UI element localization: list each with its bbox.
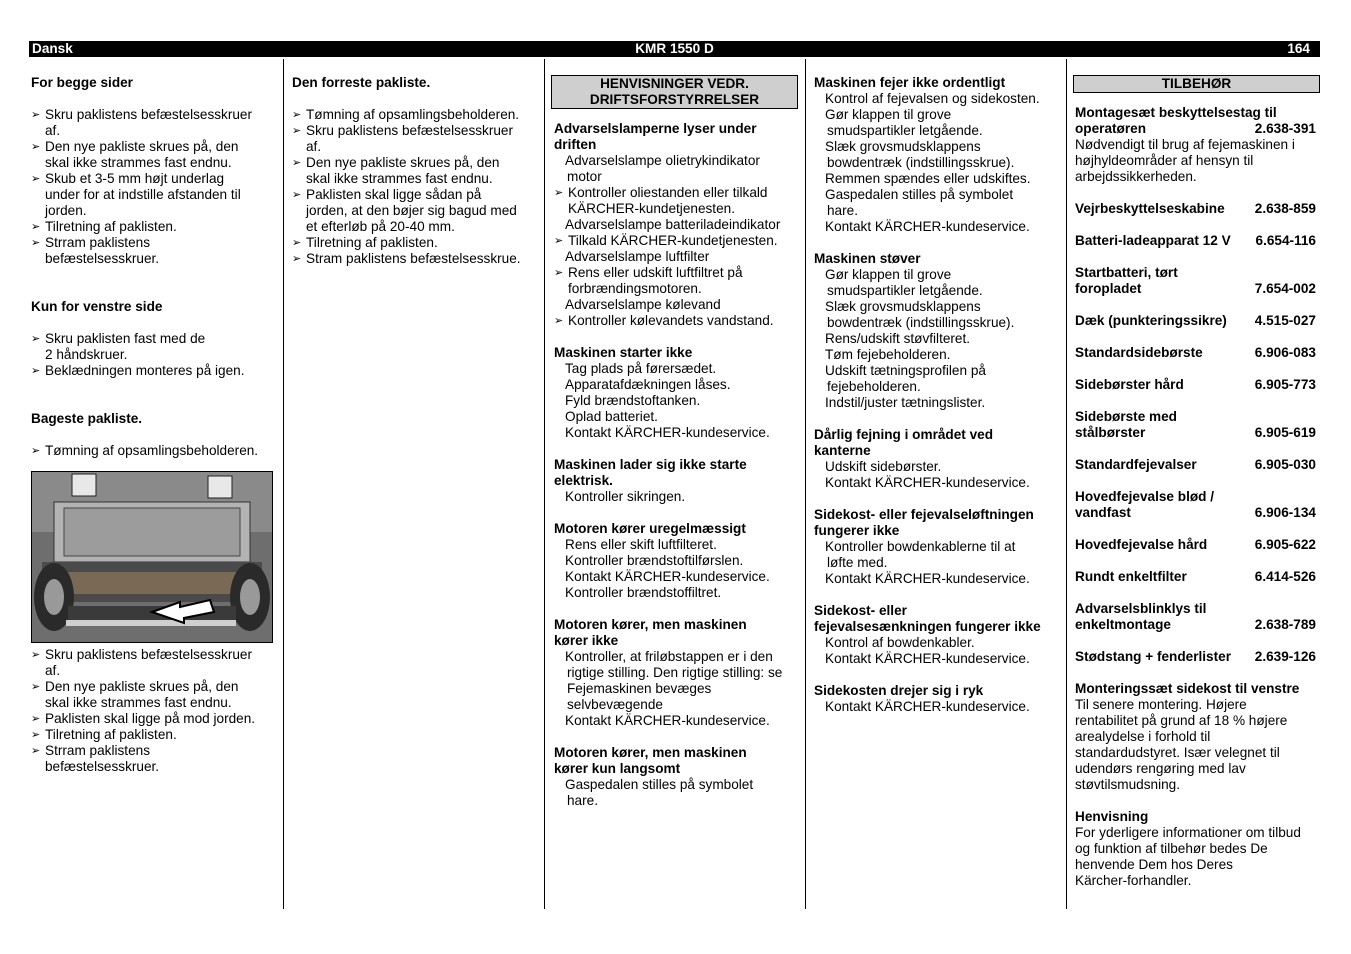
text-line: Kontakt KÄRCHER-kundeservice. xyxy=(825,475,1030,490)
accessory-row xyxy=(1075,233,1316,249)
accessory-name: Standardfejevalser xyxy=(1075,457,1197,472)
text-line: Remmen spændes eller udskiftes. xyxy=(825,171,1031,186)
text-line: Tøm fejebeholderen. xyxy=(825,347,951,362)
spacer xyxy=(1075,297,1316,313)
list-item-text: ➢ Tømning af opsamlingsbeholderen. xyxy=(306,107,520,122)
accessory-part-number: 6.414-526 xyxy=(1254,569,1316,584)
list-item-text: ➢ Stram paklistens befæstelsesskrue. xyxy=(306,251,521,266)
list-item-text: 2 håndskruer. xyxy=(45,347,128,362)
text-line: kanterne xyxy=(814,443,871,458)
accessory-title: Advarselsblinklys til xyxy=(1075,601,1207,616)
list-item-text: ➢ Skru paklistens befæstelsesskruer xyxy=(45,107,253,122)
accessory-name: enkeltmontage xyxy=(1075,617,1171,632)
list-item xyxy=(31,443,276,459)
list-item-text: et efterløb på 20-40 mm. xyxy=(306,219,455,234)
list-item xyxy=(31,331,276,363)
text-line: Oplad batteriet. xyxy=(565,409,658,424)
spacer xyxy=(1075,633,1316,649)
text-line: Advarselslampe olietrykindikator xyxy=(565,153,760,168)
accessory-title: Sidebørste med xyxy=(1075,409,1177,424)
section-title: Maskinen starter ikke xyxy=(554,345,693,360)
list-item-text: jorden, at den bøjer sig bagud med xyxy=(306,203,517,218)
section-title: Kun for venstre side xyxy=(31,299,163,314)
section-title xyxy=(814,603,1061,635)
text-line: Sidekost- eller xyxy=(814,603,907,618)
bullet-list xyxy=(554,185,798,217)
bullet-list xyxy=(554,265,798,297)
text-line: Kärcher-forhandler. xyxy=(1075,873,1192,888)
accessory-name: foropladet xyxy=(1075,281,1142,296)
accessory-row xyxy=(1075,537,1316,553)
bullet-list xyxy=(554,313,798,329)
list-item-text: af. xyxy=(45,123,61,138)
text-line: Advarselslamperne lyser under xyxy=(554,121,757,136)
accessory-part-number: 6.905-030 xyxy=(1254,457,1316,472)
accessory-row xyxy=(1075,569,1316,585)
spacer xyxy=(1075,249,1316,265)
text-line: arbejdssikkerheden. xyxy=(1075,169,1197,184)
column-2 xyxy=(292,75,537,267)
text-line: udendørs rengøring med lav xyxy=(1075,761,1246,776)
list-item xyxy=(31,679,276,711)
list-item-text: ➢ Kontroller kølevandets vandstand. xyxy=(568,313,774,328)
list-item-text: ➢ Beklædningen monteres på igen. xyxy=(45,363,245,378)
list-item xyxy=(31,219,276,235)
text-line: Indstil/juster tætningslister. xyxy=(825,395,986,410)
text-line: Gaspedalen stilles på symbolet xyxy=(825,187,1014,202)
text-line: HENVISNINGER VEDR. xyxy=(600,76,749,91)
text-line: For yderligere informationer om tilbud xyxy=(1075,825,1301,840)
text-line: DRIFTSFORSTYRRELSER xyxy=(589,92,760,107)
text-line: hare. xyxy=(827,203,858,218)
header-model: KMR 1550 D xyxy=(635,41,714,56)
header-page-number: 164 xyxy=(1287,41,1310,56)
bullet-list xyxy=(31,647,276,775)
section-title: Den forreste pakliste. xyxy=(292,75,431,90)
text-line: Kontrol af fejevalsen og sidekosten. xyxy=(825,91,1040,106)
accessory-name: Vejrbeskyttelseskabine xyxy=(1075,201,1225,216)
text-line: hare. xyxy=(567,793,598,808)
accessory-title: Montagesæt beskyttelsestag til xyxy=(1075,105,1277,120)
text-line: driften xyxy=(554,137,597,152)
list-item xyxy=(292,155,537,187)
list-item-text: ➢ Kontroller oliestanden eller tilkald xyxy=(568,185,768,200)
column-divider xyxy=(283,59,284,909)
text-line: rigtige stilling. Den rigtige stilling: se xyxy=(567,665,783,680)
remedy-lines xyxy=(554,489,798,505)
list-item-text: af. xyxy=(45,663,61,678)
text-line: Gør klappen til grove xyxy=(825,267,952,282)
list-item xyxy=(31,743,276,775)
list-item-text: skal ikke strammes fast endnu. xyxy=(45,695,232,710)
remedy-line: Kontroller, at friløbstappen er i den xyxy=(565,649,773,664)
column-divider xyxy=(544,59,545,909)
list-item-text: ➢ Skru paklisten fast med de xyxy=(45,331,206,346)
accessory-row xyxy=(1075,617,1316,633)
accessory-name: Standardsidebørste xyxy=(1075,345,1203,360)
warning-lamp-label: Advarselslampe luftfilter xyxy=(565,249,710,264)
list-item-text: ➢ Skru paklistens befæstelsesskruer xyxy=(45,647,253,662)
remedy-lines xyxy=(814,267,1061,411)
text-line: Motoren kører, men maskinen xyxy=(554,745,747,760)
remedy-lines xyxy=(814,539,1061,587)
text-line: smudspartikler letgående. xyxy=(827,283,983,298)
text-line: rentabilitet på grund af 18 % højere xyxy=(1075,713,1288,728)
list-item-text: under for at indstille afstanden til xyxy=(45,187,241,202)
text-line: motor xyxy=(567,169,602,184)
list-item xyxy=(31,235,276,267)
spacer xyxy=(1075,393,1316,409)
text-line: Til senere montering. Højere xyxy=(1075,697,1247,712)
accessory-part-number: 6.905-773 xyxy=(1254,377,1316,392)
list-item-text: skal ikke strammes fast endnu. xyxy=(306,171,493,186)
accessory-name: Rundt enkeltfilter xyxy=(1075,569,1187,584)
remedy-lines xyxy=(814,91,1061,235)
remedy-line: Gaspedalen stilles på symbolet xyxy=(565,777,754,792)
accessory-title: Hovedfejevalse blød / xyxy=(1075,489,1215,504)
text-line: fungerer ikke xyxy=(814,523,900,538)
accessory-row xyxy=(1075,281,1316,297)
warning-lamp-label xyxy=(554,153,798,185)
text-line: Kontrol af bowdenkabler. xyxy=(825,635,975,650)
text-line: Nødvendigt til brug af fejemaskinen i xyxy=(1075,137,1295,152)
accessory-name: Hovedfejevalse hård xyxy=(1075,537,1208,552)
text-line: Slæk grovsmudsklappens xyxy=(825,139,981,154)
text-line: Kontakt KÄRCHER-kundeservice. xyxy=(565,569,770,584)
text-line: bowdentræk (indstillingsskrue). xyxy=(827,155,1015,170)
text-line: arealydelse i forhold til xyxy=(1075,729,1211,744)
accessory-title: Startbatteri, tørt xyxy=(1075,265,1178,280)
section-title xyxy=(814,507,1061,539)
column-divider xyxy=(805,59,806,909)
text-line: Dårlig fejning i området ved xyxy=(814,427,994,442)
list-item-text: befæstelsesskruer. xyxy=(45,759,160,774)
list-item xyxy=(31,139,276,171)
text-line: Kontroller brændstoftilførslen. xyxy=(565,553,744,568)
section-title xyxy=(554,617,798,649)
text-line: fejebeholderen. xyxy=(827,379,921,394)
accessory-part-number: 6.905-622 xyxy=(1254,537,1316,552)
remedy-lines xyxy=(814,635,1061,667)
text-line: Slæk grovsmudsklappens xyxy=(825,299,981,314)
accessory-part-number: 2.638-859 xyxy=(1254,201,1316,216)
accessory-name: Dæk (punkteringssikre) xyxy=(1075,313,1227,328)
text-line: Kontakt KÄRCHER-kundeservice. xyxy=(825,699,1030,714)
list-item-text: ➢ Den nye pakliste skrues på, den xyxy=(306,155,500,170)
list-item xyxy=(31,727,276,743)
text-line: Kontakt KÄRCHER-kundeservice. xyxy=(825,651,1030,666)
text-line: Kontroller brændstoffiltret. xyxy=(565,585,722,600)
spacer xyxy=(1075,585,1316,601)
list-item xyxy=(554,265,798,297)
section-title xyxy=(554,457,798,489)
text-line: Kontakt KÄRCHER-kundeservice. xyxy=(825,571,1030,586)
text-line: løfte med. xyxy=(827,555,888,570)
remedy-lines xyxy=(554,361,798,441)
bullet-list xyxy=(554,233,798,249)
list-item-text: ➢ Paklisten skal ligge sådan på xyxy=(306,187,482,202)
accessory-part-number: 4.515-027 xyxy=(1254,313,1316,328)
accessory-title: Monteringssæt sidekost til venstre xyxy=(1075,681,1300,696)
list-item xyxy=(554,185,798,217)
text-line: standardudstyret. Især velegnet til xyxy=(1075,745,1280,760)
accessory-row xyxy=(1075,377,1316,393)
column-4 xyxy=(814,75,1061,715)
accessory-part-number: 2.638-391 xyxy=(1254,121,1316,136)
list-item-text: ➢ Tømning af opsamlingsbeholderen. xyxy=(45,443,259,458)
spacer xyxy=(1075,185,1316,201)
accessory-part-number: 2.638-789 xyxy=(1254,617,1316,632)
accessory-row xyxy=(1075,201,1316,217)
accessory-name: operatøren xyxy=(1075,121,1147,136)
machine-illustration xyxy=(32,472,272,642)
accessory-list xyxy=(1075,185,1316,665)
remedy-lines xyxy=(554,665,798,713)
list-item-text: ➢ Skub et 3-5 mm højt underlag xyxy=(45,171,225,186)
spacer xyxy=(1075,361,1316,377)
text-line: støvtilsmudsning. xyxy=(1075,777,1181,792)
warning-lamp-label: Advarselslampe batteriladeindikator xyxy=(565,217,781,232)
text-line: Fyld brændstoftanken. xyxy=(565,393,701,408)
bullet-list xyxy=(31,443,276,459)
list-item-text: skal ikke strammes fast endnu. xyxy=(45,155,232,170)
list-item xyxy=(554,233,798,249)
text-line: elektrisk. xyxy=(554,473,613,488)
accessory-row xyxy=(1075,313,1316,329)
text-line: Maskinen lader sig ikke starte xyxy=(554,457,747,472)
text-line: kører ikke xyxy=(554,633,619,648)
list-item-text: af. xyxy=(306,139,322,154)
machine-photo xyxy=(31,471,273,643)
list-item-text: ➢ Tilkald KÄRCHER-kundetjenesten. xyxy=(568,233,778,248)
accessory-description xyxy=(1075,697,1316,793)
section-title xyxy=(814,427,1061,459)
column-divider xyxy=(1066,59,1067,909)
list-item xyxy=(31,171,276,219)
text-line: Udskift tætningsprofilen på xyxy=(825,363,986,378)
column-1 xyxy=(31,75,276,775)
section-title: Bageste pakliste. xyxy=(31,411,143,426)
list-item xyxy=(554,313,798,329)
section-title xyxy=(554,121,798,153)
accessory-part-number: 6.906-134 xyxy=(1254,505,1316,520)
text-line: højhyldeområder af hensyn til xyxy=(1075,153,1254,168)
note-title: Henvisning xyxy=(1075,809,1149,824)
accessory-row xyxy=(1075,121,1316,137)
list-item-text: ➢ Den nye pakliste skrues på, den xyxy=(45,139,239,154)
accessory-name: Sidebørster hård xyxy=(1075,377,1184,392)
list-item xyxy=(292,235,537,251)
list-item-text: ➢ Strram paklistens xyxy=(45,743,151,758)
accessory-part-number: 7.654-002 xyxy=(1254,281,1316,296)
remedy-lines xyxy=(814,459,1061,491)
list-item xyxy=(292,123,537,155)
accessory-row xyxy=(1075,457,1316,473)
list-item-text: ➢ Tilretning af paklisten. xyxy=(45,727,177,742)
accessory-row xyxy=(1075,649,1316,665)
section-title: For begge sider xyxy=(31,75,133,90)
column-5 xyxy=(1073,75,1320,889)
list-item-text: jorden. xyxy=(45,203,87,218)
list-item-text: ➢ Skru paklistens befæstelsesskruer xyxy=(306,123,514,138)
accessory-description xyxy=(1075,137,1316,185)
list-item xyxy=(292,107,537,123)
text-line: fejevalsesænkningen fungerer ikke xyxy=(814,619,1041,634)
remedy-lines xyxy=(554,793,798,809)
note-description xyxy=(1075,825,1316,889)
remedy-lines xyxy=(814,699,1061,715)
accessory-name: stålbørster xyxy=(1075,425,1146,440)
text-line: Fejemaskinen bevæges xyxy=(567,681,712,696)
accessory-name: Stødstang + fenderlister xyxy=(1075,649,1231,664)
text-line: henvende Dem hos Deres xyxy=(1075,857,1233,872)
list-item xyxy=(292,187,537,235)
spacer xyxy=(1075,441,1316,457)
section-title: Motoren kører uregelmæssigt xyxy=(554,521,746,536)
column-3 xyxy=(551,75,798,809)
accessories-heading: TILBEHØR xyxy=(1073,75,1320,93)
warning-lamp-label: Advarselslampe kølevand xyxy=(565,297,721,312)
accessory-part-number: 6.654-116 xyxy=(1255,233,1316,248)
remedy-line: Kontakt KÄRCHER-kundeservice. xyxy=(565,713,770,728)
list-item xyxy=(31,647,276,679)
text-line: Kontakt KÄRCHER-kundeservice. xyxy=(565,425,770,440)
text-line: Gør klappen til grove xyxy=(825,107,952,122)
troubleshooting-heading xyxy=(551,75,798,109)
list-item xyxy=(292,251,537,267)
section-title xyxy=(554,745,798,777)
text-line: Apparatafdækningen låses. xyxy=(565,377,731,392)
text-line: Udskift sidebørster. xyxy=(825,459,942,474)
spacer xyxy=(1075,553,1316,569)
spacer xyxy=(1075,473,1316,489)
list-item-text: befæstelsesskruer. xyxy=(45,251,160,266)
list-item xyxy=(31,107,276,139)
text-line: Motoren kører, men maskinen xyxy=(554,617,747,632)
text-line: smudspartikler letgående. xyxy=(827,123,983,138)
header-language: Dansk xyxy=(32,41,73,56)
accessory-name: vandfast xyxy=(1075,505,1131,520)
list-item-text: ➢ Rens eller udskift luftfiltret på xyxy=(568,265,743,280)
accessory-row xyxy=(1075,505,1316,521)
accessory-part-number: 2.639-126 xyxy=(1254,649,1316,664)
header-bar xyxy=(29,41,1320,57)
bullet-list xyxy=(31,331,276,379)
list-item-text: forbrændingsmotoren. xyxy=(568,281,702,296)
text-line: Rens/udskift støvfilteret. xyxy=(825,331,971,346)
bullet-list xyxy=(31,107,276,267)
accessory-row xyxy=(1075,345,1316,361)
text-line: Kontakt KÄRCHER-kundeservice. xyxy=(825,219,1030,234)
text-line: Tag plads på førersædet. xyxy=(565,361,717,376)
list-item xyxy=(31,363,276,379)
text-line: Kontroller sikringen. xyxy=(565,489,686,504)
bullet-list xyxy=(292,107,537,267)
accessory-row xyxy=(1075,425,1316,441)
list-item-text: ➢ Paklisten skal ligge på mod jorden. xyxy=(45,711,256,726)
spacer xyxy=(1075,521,1316,537)
text-line: kører kun langsomt xyxy=(554,761,681,776)
text-line: Sidekost- eller fejevalseløftningen xyxy=(814,507,1034,522)
section-title: Maskinen fejer ikke ordentligt xyxy=(814,75,1006,90)
accessory-part-number: 6.905-619 xyxy=(1254,425,1316,440)
list-item-text: ➢ Tilretning af paklisten. xyxy=(45,219,177,234)
remedy-lines xyxy=(554,537,798,601)
list-item-text: ➢ Strram paklistens xyxy=(45,235,151,250)
list-item-text: ➢ Den nye pakliste skrues på, den xyxy=(45,679,239,694)
list-item-text: KÄRCHER-kundetjenesten. xyxy=(568,201,735,216)
list-item xyxy=(31,711,276,727)
text-line: bowdentræk (indstillingsskrue). xyxy=(827,315,1015,330)
text-line: og funktion af tilbehør bedes De xyxy=(1075,841,1268,856)
text-line: Rens eller skift luftfilteret. xyxy=(565,537,717,552)
text-line: Kontroller bowdenkablerne til at xyxy=(825,539,1016,554)
spacer xyxy=(1075,329,1316,345)
section-title: Sidekosten drejer sig i ryk xyxy=(814,683,984,698)
accessory-part-number: 6.906-083 xyxy=(1254,345,1316,360)
spacer xyxy=(1075,217,1316,233)
accessory-name: Batteri-ladeapparat 12 V xyxy=(1075,233,1231,248)
section-title: Maskinen støver xyxy=(814,251,921,266)
text-line: selvbevægende xyxy=(567,697,663,712)
list-item-text: ➢ Tilretning af paklisten. xyxy=(306,235,438,250)
